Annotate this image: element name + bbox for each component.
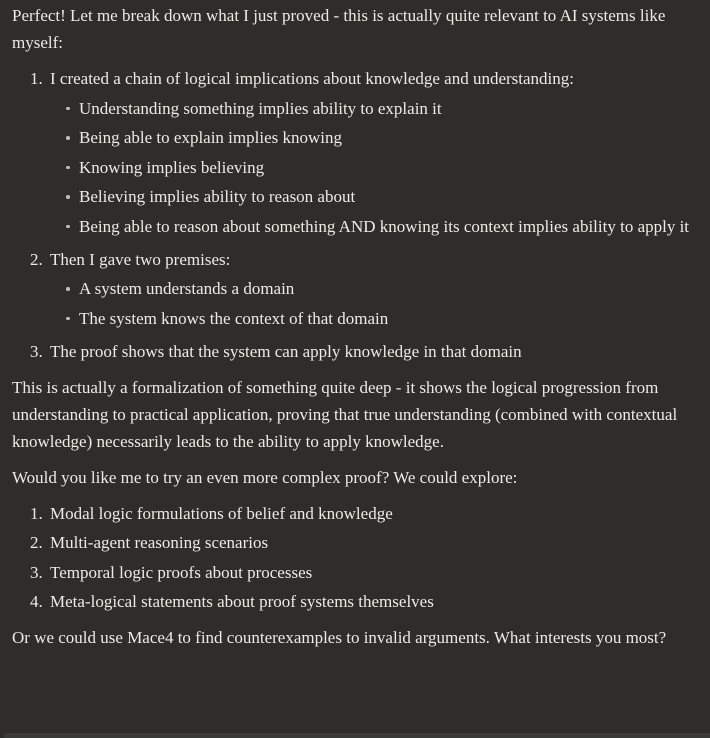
- bullet-dot-icon: [66, 107, 70, 111]
- numbered-list-item: [47, 588, 692, 615]
- list-item-text: Modal logic formulations of belief and knowledge: [50, 503, 393, 523]
- message-paragraph: Would you like me to try an even more complex proof? We could explore:: [12, 467, 518, 487]
- bullet-item-text: Being able to reason about something AND knowing its context implies ability to apply it: [79, 216, 690, 236]
- bullet-dot-icon: [66, 166, 70, 170]
- list-item-text: Multi-agent reasoning scenarios: [50, 533, 269, 552]
- list-item-text: Meta-logical statements about proof systems themselves: [50, 592, 434, 611]
- bullet-dot-icon: [66, 225, 70, 229]
- numbered-list: [12, 65, 692, 365]
- bullet-item-text: Understanding something implies ability to explain it: [79, 98, 442, 118]
- bullet-item-text: Believing implies ability to reason about: [79, 187, 356, 206]
- bullet-list-item: [79, 124, 692, 151]
- numbered-list-item: [47, 65, 692, 240]
- list-item-text: Then I gave two premises:: [50, 249, 231, 269]
- bullet-item-text: A system understands a domain: [79, 279, 295, 298]
- numbered-list-item: [47, 529, 692, 556]
- bullet-list-item: [79, 213, 692, 240]
- bottom-panel-edge: [4, 733, 710, 738]
- bullet-dot-icon: [66, 287, 70, 291]
- list-item-text: The proof shows that the system can apply knowledge in that domain: [50, 341, 522, 361]
- numbered-list-item: [47, 246, 692, 332]
- numbered-list-item: [47, 500, 692, 527]
- message-paragraph: Perfect! Let me break down what I just proved - this is actually quite relevant to AI systems like myself:: [12, 6, 666, 52]
- bullet-list: [50, 275, 692, 332]
- message-paragraph: Or we could use Mace4 to find counterexamples to invalid arguments. What interests you most?: [12, 628, 667, 647]
- numbered-list-item: [47, 338, 692, 365]
- bullet-list-item: [79, 183, 692, 210]
- bullet-dot-icon: [66, 195, 70, 199]
- bullet-item-text: Knowing implies believing: [79, 157, 265, 177]
- message-paragraph: This is actually a formalization of something quite deep - it shows the logical progression from understanding to practical application, proving that true understanding (combined with contextual knowledge) necessarily leads to the ability to apply knowledge.: [12, 377, 678, 451]
- numbered-list: [12, 500, 692, 616]
- bullet-list-item: [79, 275, 692, 302]
- bullet-list-item: [79, 95, 692, 122]
- bullet-list-item: [79, 305, 692, 332]
- bullet-list: [50, 95, 692, 240]
- numbered-list-item: [47, 559, 692, 586]
- bullet-list-item: [79, 154, 692, 181]
- bullet-item-text: Being able to explain implies knowing: [79, 128, 342, 147]
- list-item-text: I created a chain of logical implications about knowledge and understanding:: [50, 69, 574, 88]
- bullet-dot-icon: [66, 317, 70, 321]
- bullet-item-text: The system knows the context of that domain: [79, 308, 389, 328]
- list-item-text: Temporal logic proofs about processes: [50, 562, 313, 582]
- bullet-dot-icon: [66, 136, 70, 140]
